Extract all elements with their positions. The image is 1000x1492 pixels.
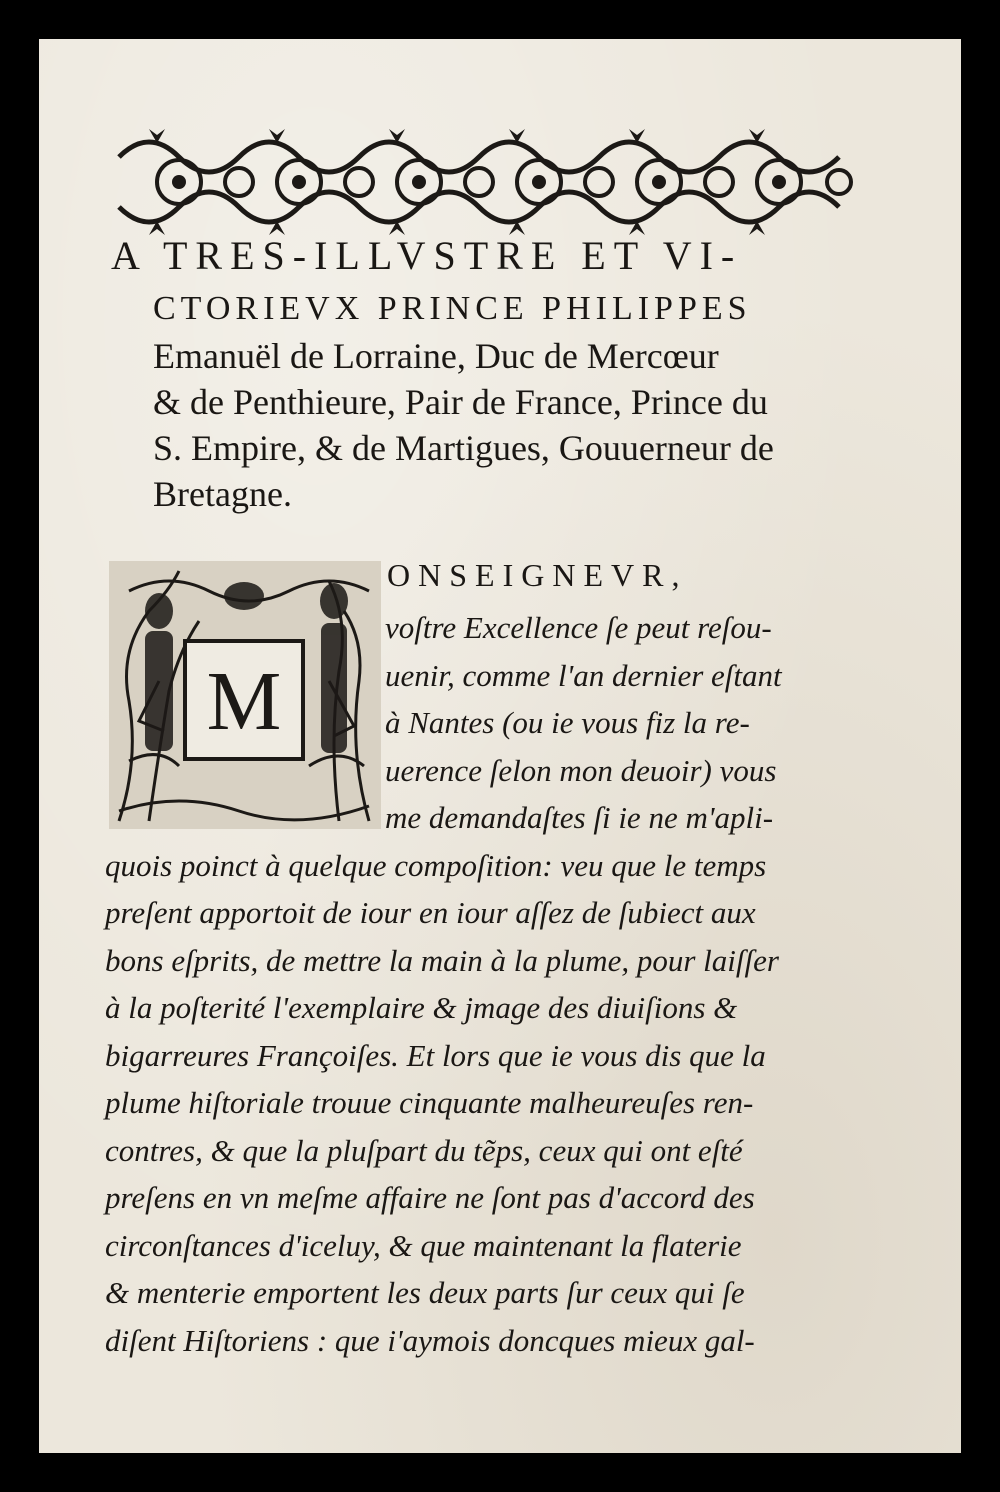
body-line: diſent Hiſtoriens : que i'aymois doncques mieux gal- (105, 1322, 755, 1358)
body-line: & menterie emportent les deux parts ſur ceux qui ſe (105, 1275, 745, 1310)
dedication-body (105, 604, 865, 1364)
body-line: preſens en vn meſme affaire ne ſont pas d'accord des (105, 1180, 755, 1215)
title-line-1: A TRES-ILLVSTRE ET VI- (111, 233, 743, 278)
body-line: à la poſterité l'exemplaire & jmage des diuiſions & (105, 990, 738, 1025)
salutation: ONSEIGNEVR, (387, 557, 688, 593)
body-line: uenir, comme l'an dernier eſtant (385, 657, 782, 693)
dedication-title (111, 227, 871, 517)
title-line-6: Bretagne. (153, 474, 292, 514)
title-line-4: & de Penthieure, Pair de France, Prince du (153, 382, 768, 422)
body-line: bons eſprits, de mettre la main à la plume, pour laiſſer (105, 942, 779, 978)
body-line: me demandaſtes ſi ie ne m'apli- (385, 800, 774, 835)
body-line: contres, & que la pluſpart du tẽps, ceux qui ont eſté (105, 1132, 743, 1168)
title-line-2: CTORIEVX PRINCE PHILIPPES (153, 290, 752, 327)
body-line: quois poinct à quelque compoſition: veu que le temps (105, 847, 767, 883)
title-line-3: Emanuël de Lorraine, Duc de Mercœur (153, 336, 719, 376)
body-line: à Nantes (ou ie vous fiz la re- (385, 705, 750, 740)
body-line: uerence ſelon mon deuoir) vous (385, 752, 777, 788)
dropcap-letter: M (206, 655, 282, 748)
body-line: voſtre Excellence ſe peut reſou- (385, 610, 772, 645)
book-page (39, 39, 961, 1453)
body-line: preſent apportoit de iour en iour aſſez de ſubiect aux (105, 895, 756, 930)
title-line-5: S. Empire, & de Martigues, Gouuerneur de (153, 428, 774, 468)
body-line: bigarreures Françoiſes. Et lors que ie vous dis que la (105, 1037, 766, 1073)
body-line: plume hiſtoriale trouue cinquante malheureuſes ren- (105, 1085, 754, 1120)
body-line: circonſtances d'iceluy, & que maintenant la flaterie (105, 1227, 742, 1263)
